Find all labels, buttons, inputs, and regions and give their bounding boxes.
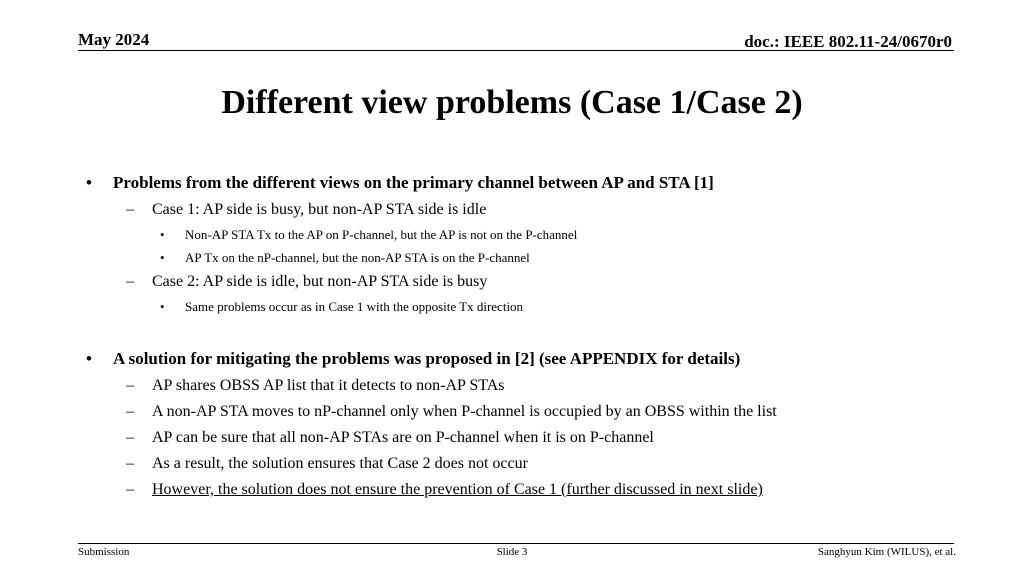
footer-author: Sanghyun Kim (WILUS), et al. (817, 546, 956, 558)
case-1-sub-1: Non-AP STA Tx to the AP on P-channel, but the AP is not on the P-channel (185, 227, 578, 242)
dash-mark: – (126, 377, 134, 394)
bullet-mark: • (160, 227, 165, 242)
bullet-mark: • (160, 299, 165, 314)
case-2-sub-1: Same problems occur as in Case 1 with the opposite Tx direction (185, 299, 524, 314)
footer-rule (78, 543, 954, 544)
solution-item-2: A non-AP STA moves to nP-channel only when P-channel is occupied by an OBSS within the list (152, 403, 777, 420)
solution-item-4: As a result, the solution ensures that Case 2 does not occur (152, 455, 528, 472)
dash-mark: – (126, 201, 134, 218)
bullet-mark: • (86, 173, 92, 192)
case-1-item: Case 1: AP side is busy, but non-AP STA side is idle (152, 201, 487, 218)
slide-title: Different view problems (Case 1/Case 2) (221, 84, 803, 121)
dash-mark: – (126, 455, 134, 472)
dash-mark: – (126, 403, 134, 420)
dash-mark: – (126, 481, 134, 498)
header-date: May 2024 (78, 30, 150, 49)
solution-item-3: AP can be sure that all non-AP STAs are on P-channel when it is on P-channel (152, 429, 654, 446)
dash-mark: – (126, 273, 134, 290)
footer-slide-number: Slide 3 (496, 546, 528, 558)
bullet-2-text: A solution for mitigating the problems was proposed in [2] (see APPENDIX for details) (113, 349, 741, 368)
bullet-mark: • (160, 250, 165, 265)
header-rule (78, 50, 954, 51)
solution-item-1: AP shares OBSS AP list that it detects to non-AP STAs (152, 377, 505, 394)
footer-submission: Submission (78, 546, 130, 558)
case-2-item: Case 2: AP side is idle, but non-AP STA side is busy (152, 273, 488, 290)
bullet-mark: • (86, 349, 92, 368)
bullet-1-text: Problems from the different views on the primary channel between AP and STA [1] (113, 173, 714, 192)
solution-item-5: However, the solution does not ensure the prevention of Case 1 (further discussed in next slide) (152, 481, 763, 498)
header-doc-id: doc.: IEEE 802.11-24/0670r0 (744, 32, 952, 51)
case-1-sub-2: AP Tx on the nP-channel, but the non-AP STA is on the P-channel (185, 250, 530, 265)
dash-mark: – (126, 429, 134, 446)
